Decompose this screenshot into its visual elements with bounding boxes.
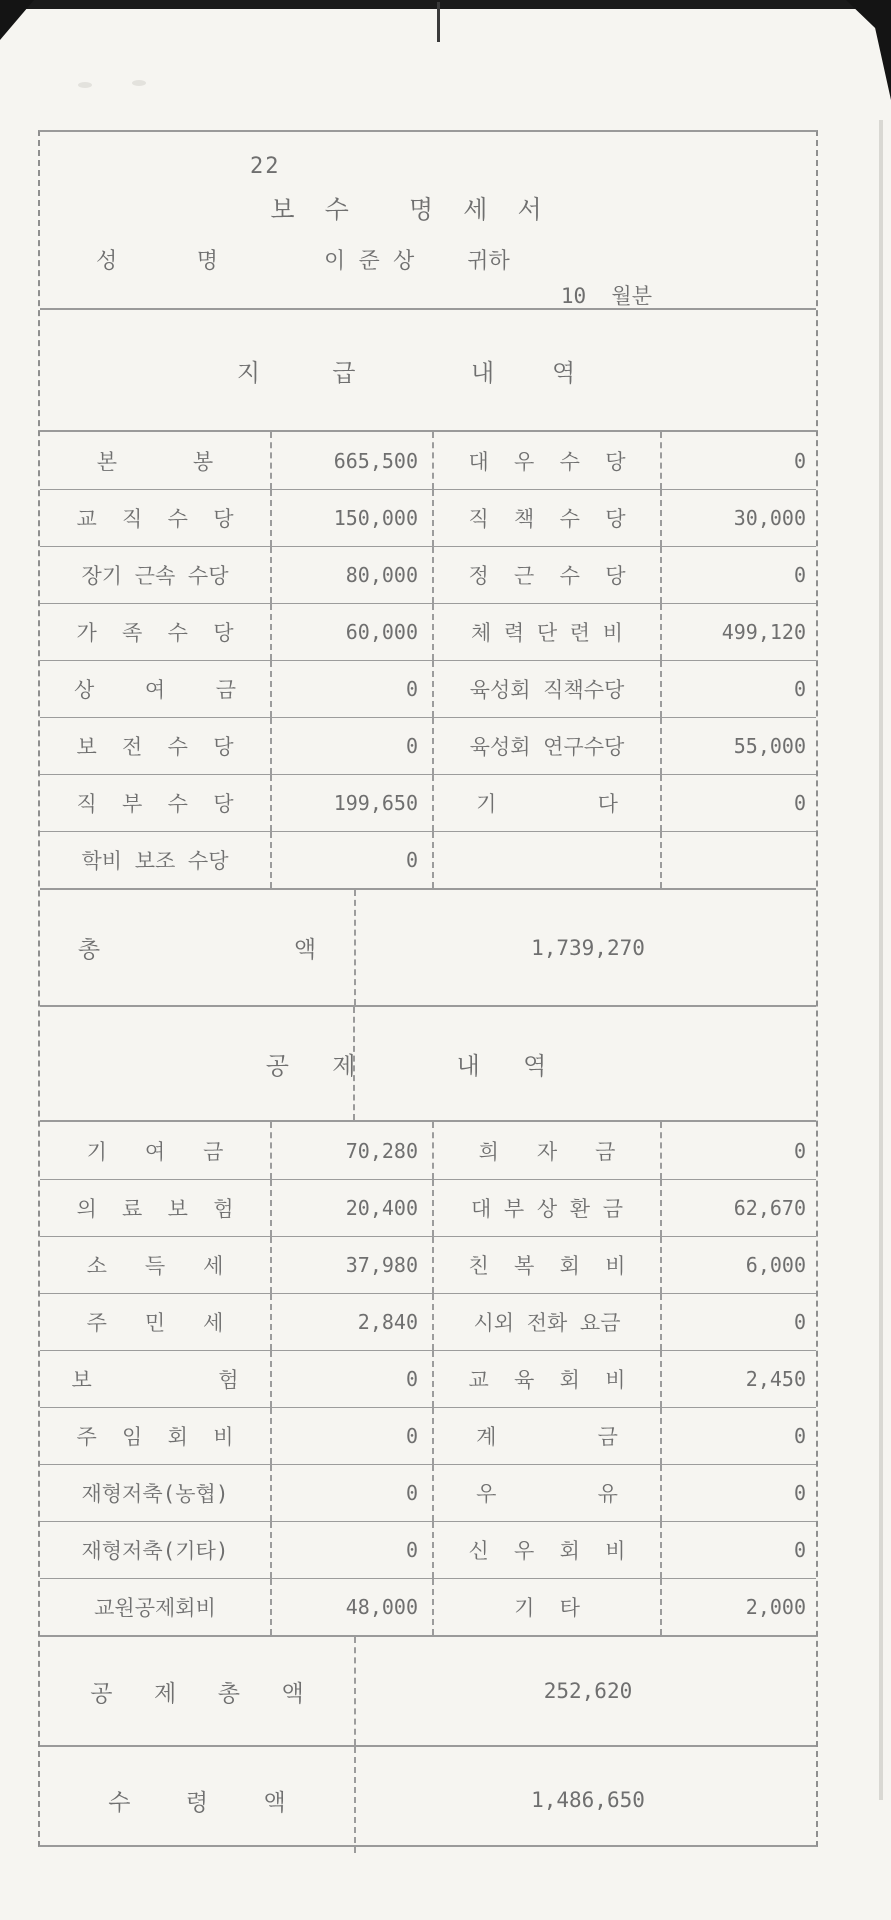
scan-artifact-top-strip — [0, 0, 891, 9]
deduction-table — [40, 1120, 816, 1635]
employee-name-line — [96, 244, 510, 275]
item-label: 대 부 상 환 금 — [432, 1180, 660, 1236]
item-value: 2,840 — [270, 1294, 432, 1350]
table-row — [40, 660, 816, 717]
item-label: 교 육 회 비 — [432, 1351, 660, 1407]
paper-edge-shadow — [879, 120, 883, 1800]
item-label: 친 복 회 비 — [432, 1237, 660, 1293]
item-value: 37,980 — [270, 1237, 432, 1293]
item-value: 0 — [660, 1408, 820, 1464]
table-row — [40, 774, 816, 831]
item-label: 가 족 수 당 — [76, 621, 234, 645]
item-value: 0 — [660, 547, 820, 603]
table-row — [40, 1350, 816, 1407]
pay-month: 10 월분 — [560, 284, 652, 308]
table-row — [40, 489, 816, 546]
page-number: 22 — [250, 154, 281, 179]
item-label: 우 유 — [432, 1465, 660, 1521]
item-value: 30,000 — [660, 490, 820, 546]
table-row — [40, 1293, 816, 1350]
item-label: 대 우 수 당 — [432, 432, 660, 489]
payment-section-heading — [40, 310, 816, 430]
item-value: 0 — [660, 1122, 820, 1179]
item-value: 20,400 — [270, 1180, 432, 1236]
item-label: 주 민 세 — [86, 1311, 224, 1335]
item-label: 육성회 연구수당 — [432, 718, 660, 774]
item-label: 소 득 세 — [86, 1254, 224, 1278]
payment-total-value: 1,739,270 — [354, 890, 820, 1005]
item-value: 665,500 — [270, 432, 432, 489]
table-row — [40, 1521, 816, 1578]
deduction-section-heading — [40, 1005, 816, 1120]
item-value: 48,000 — [270, 1579, 432, 1635]
table-row — [40, 1179, 816, 1236]
name-value: 이 준 상 — [323, 249, 415, 274]
item-value: 499,120 — [660, 604, 820, 660]
table-row — [40, 1122, 816, 1179]
item-value: 55,000 — [660, 718, 820, 774]
item-value: 0 — [660, 661, 820, 717]
item-value: 80,000 — [270, 547, 432, 603]
table-row — [40, 432, 816, 489]
table-row — [40, 1236, 816, 1293]
item-label: 신 우 회 비 — [432, 1522, 660, 1578]
item-value: 0 — [660, 1522, 820, 1578]
payslip-sheet — [38, 130, 818, 1847]
table-row — [40, 1464, 816, 1521]
deduction-total-value: 252,620 — [354, 1637, 820, 1745]
payment-table — [40, 430, 816, 888]
item-label: 육성회 직책수당 — [432, 661, 660, 717]
item-label: 기 다 — [432, 775, 660, 831]
item-label: 시외 전화 요금 — [432, 1294, 660, 1350]
scan-smudge — [78, 82, 92, 88]
item-value: 0 — [660, 775, 820, 831]
name-label: 성 명 — [96, 249, 218, 274]
item-value: 150,000 — [270, 490, 432, 546]
net-pay-row — [40, 1745, 816, 1853]
payment-total-row — [40, 888, 816, 1005]
item-label: 기 여 금 — [86, 1139, 224, 1164]
table-row — [40, 603, 816, 660]
item-label: 보 전 수 당 — [76, 735, 234, 759]
table-row — [40, 1578, 816, 1635]
item-label: 장기 근속 수당 — [81, 564, 229, 588]
payment-total-label: 총 액 — [77, 937, 317, 963]
payslip-header — [40, 132, 816, 310]
item-value: 0 — [270, 1408, 432, 1464]
item-label: 주 임 회 비 — [76, 1425, 234, 1449]
item-label: 학비 보조 수당 — [81, 849, 229, 873]
item-label: 직 책 수 당 — [432, 490, 660, 546]
deduction-total-label: 공 제 총 액 — [90, 1680, 304, 1707]
deduction-heading-text: 공 제 내 역 — [265, 1052, 547, 1080]
item-value: 0 — [660, 432, 820, 489]
item-label: 교원공제회비 — [94, 1596, 216, 1620]
item-label: 의 료 보 험 — [76, 1197, 234, 1221]
item-value — [660, 832, 820, 888]
item-label: 정 근 수 당 — [432, 547, 660, 603]
item-label: 재형저축(기타) — [81, 1539, 229, 1563]
item-value: 0 — [660, 1294, 820, 1350]
item-value: 0 — [270, 1465, 432, 1521]
item-label: 본 봉 — [96, 449, 214, 474]
item-value: 0 — [270, 718, 432, 774]
item-label: 재형저축(농협) — [81, 1482, 229, 1506]
item-value: 0 — [270, 1522, 432, 1578]
item-value: 6,000 — [660, 1237, 820, 1293]
scan-smudge — [132, 80, 146, 86]
item-value: 199,650 — [270, 775, 432, 831]
item-label: 희 자 금 — [432, 1122, 660, 1179]
table-row — [40, 1407, 816, 1464]
item-label: 보 험 — [71, 1368, 239, 1392]
net-pay-label: 수 령 액 — [108, 1789, 286, 1816]
item-value: 60,000 — [270, 604, 432, 660]
item-label: 기 타 — [432, 1579, 660, 1635]
table-row — [40, 831, 816, 888]
item-label: 직 부 수 당 — [76, 792, 234, 816]
item-value: 0 — [660, 1465, 820, 1521]
item-value: 70,280 — [270, 1122, 432, 1179]
item-label: 상 여 금 — [73, 678, 236, 702]
item-value: 0 — [270, 1351, 432, 1407]
item-value: 2,000 — [660, 1579, 820, 1635]
scan-artifact-top-right-corner — [838, 0, 891, 100]
item-label: 계 금 — [432, 1408, 660, 1464]
item-label: 교 직 수 당 — [76, 507, 234, 531]
table-row — [40, 546, 816, 603]
scan-artifact-top-left-corner — [0, 0, 34, 40]
document-title: 보 수 명 세 서 — [270, 195, 542, 224]
item-label — [432, 832, 660, 888]
item-value: 0 — [270, 832, 432, 888]
deduction-total-row — [40, 1635, 816, 1745]
item-value: 62,670 — [660, 1180, 820, 1236]
item-value: 0 — [270, 661, 432, 717]
net-pay-value: 1,486,650 — [354, 1747, 820, 1853]
table-row — [40, 717, 816, 774]
item-label: 체 력 단 련 비 — [432, 604, 660, 660]
scan-artifact-vertical-mark — [437, 2, 440, 42]
payment-heading-text: 지 급 내 역 — [236, 358, 576, 387]
item-value: 2,450 — [660, 1351, 820, 1407]
name-suffix: 귀하 — [467, 249, 510, 274]
